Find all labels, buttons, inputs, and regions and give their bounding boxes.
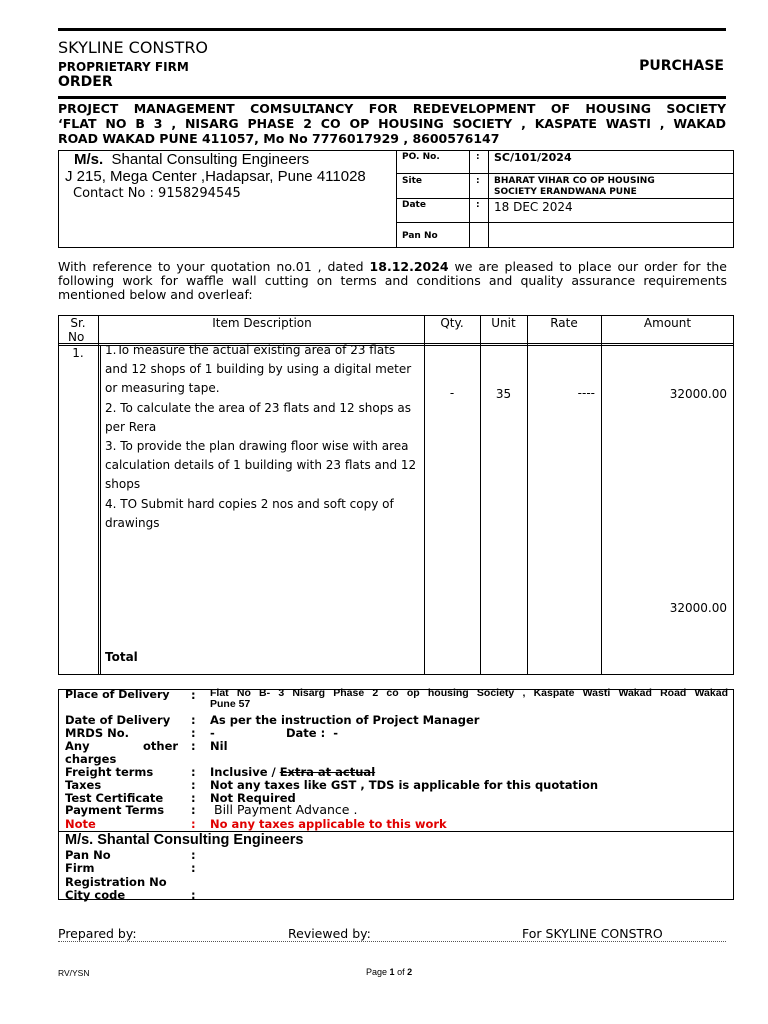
doc-title-purchase: PURCHASE xyxy=(639,58,724,74)
footer-page-number: Page 1 of 2 xyxy=(366,967,413,977)
po-no-value: SC/101/2024 xyxy=(494,151,572,164)
po-row-line-1 xyxy=(396,173,734,174)
vendor-name: M/s. Shantal Consulting Engineers xyxy=(74,151,310,168)
colon: : xyxy=(191,848,196,862)
vendor-block-colons xyxy=(191,849,196,902)
colon: : xyxy=(191,861,196,876)
colon: : xyxy=(191,778,196,792)
value-taxes: Not any taxes like GST , TDS is applicable for this quotation xyxy=(210,778,599,792)
firm-type: PROPRIETARY FIRM xyxy=(58,60,189,74)
colon: : xyxy=(191,817,196,831)
label-test-certificate: Test Certificate xyxy=(65,791,164,805)
reviewed-by: Reviewed by: xyxy=(288,926,371,941)
header-rule xyxy=(58,96,726,99)
row-description xyxy=(105,341,420,533)
company-name: SKYLINE CONSTRO xyxy=(58,38,209,57)
th-description: Item Description xyxy=(212,316,312,330)
for-company: For SKYLINE CONSTRO xyxy=(522,926,663,941)
doc-title-order: ORDER xyxy=(58,74,113,90)
row-amount: 32000.00 xyxy=(669,387,727,401)
desc-line: shops xyxy=(105,477,141,492)
row-sr: 1. xyxy=(72,346,84,360)
po-colon-1: : xyxy=(476,152,480,162)
po-col-line-1 xyxy=(469,150,470,248)
colon: : xyxy=(191,726,196,740)
desc-line: 4. TO Submit hard copies 2 nos and soft copy of xyxy=(105,496,394,511)
label-charges: charges xyxy=(65,752,117,766)
site-value: BHARAT VIHAR CO OP HOUSING SOCIETY ERANDWANA PUNE xyxy=(494,176,655,197)
project-line-1: PROJECT MANAGEMENT COMSULTANCY FOR REDEVELOPMENT OF HOUSING SOCIETY ‘FLAT NO B 3 , NISARG PHASE 2 CO OP HOUSING SOCIETY , KASPATE WASTI , WAKAD ROAD WAKAD PUNE 411057, Mo No 7776017929 , 8600576147 xyxy=(58,101,726,146)
po-no-label: PO. No. xyxy=(402,152,440,162)
value-freight: Inclusive / Extra at actual xyxy=(210,765,376,779)
date-label: Date xyxy=(402,200,426,210)
label-taxes: Taxes xyxy=(65,778,102,792)
th-rate: Rate xyxy=(550,316,578,330)
items-col-4 xyxy=(527,315,528,675)
colon: : xyxy=(191,739,196,753)
value-test-certificate: Not Required xyxy=(210,791,296,805)
po-row-line-2 xyxy=(396,198,734,199)
top-rule xyxy=(58,28,726,31)
site-label: Site xyxy=(402,176,422,186)
th-sr: Sr. No xyxy=(68,316,86,344)
colon: : xyxy=(191,887,196,902)
desc-line: 1.To measure the actual existing area of 23 flats xyxy=(105,343,396,357)
items-col-1b xyxy=(100,345,101,675)
row-rate: ---- xyxy=(577,386,595,400)
prepared-by: Prepared by: xyxy=(58,926,137,941)
label-other-charges: Any other xyxy=(65,739,179,753)
pan-label: Pan No xyxy=(402,231,438,241)
po-colon-2: : xyxy=(476,176,480,186)
items-col-3 xyxy=(480,315,481,675)
items-col-2 xyxy=(424,315,425,675)
value-payment-terms: Bill Payment Advance . xyxy=(214,802,358,817)
value-mrds: - xyxy=(210,726,215,740)
vendor-po-divider xyxy=(396,150,397,248)
colon: : xyxy=(191,688,196,702)
label-date-of-delivery: Date of Delivery xyxy=(65,713,171,727)
mrds-date: Date : - xyxy=(286,726,339,740)
desc-line: or measuring tape. xyxy=(105,381,220,396)
intro-paragraph: With reference to your quotation no.01 , dated 18.12.2024 we are pleased to place our order for the following work for waffle wall cutting on terms and conditions and quality assurance requirements mentioned below and overleaf: xyxy=(58,259,727,302)
value-note: No any taxes applicable to this work xyxy=(210,817,447,831)
row-unit: 35 xyxy=(495,387,512,401)
po-col-line-2 xyxy=(488,150,489,248)
total-label: Total xyxy=(105,650,138,664)
label-freight: Freight terms xyxy=(65,765,154,779)
footer-ref: RV/YSN xyxy=(58,968,90,978)
date-value: 18 DEC 2024 xyxy=(494,200,573,214)
th-unit: Unit xyxy=(491,316,516,330)
po-colon-3: : xyxy=(476,200,480,210)
vendor-firm-label: Firm xyxy=(65,861,95,876)
th-amount: Amount xyxy=(643,316,692,330)
desc-line: and 12 shops of 1 building by using a digital meter xyxy=(105,362,412,377)
label-mrds: MRDS No. xyxy=(65,726,130,740)
value-date-of-delivery: As per the instruction of Project Manager xyxy=(210,713,480,727)
signature-rule xyxy=(58,941,726,942)
th-qty: Qty. xyxy=(440,316,464,330)
colon: : xyxy=(191,765,196,779)
vendor-block-name: M/s. Shantal Consulting Engineers xyxy=(65,832,304,848)
vendor-pan-label: Pan No xyxy=(65,848,111,862)
label-note: Note xyxy=(65,817,96,831)
vendor-address: J 215, Mega Center ,Hadapsar, Pune 411028 xyxy=(65,168,366,185)
vendor-block-labels xyxy=(65,849,167,902)
desc-line: 2. To calculate the area of 23 flats and 12 shops as xyxy=(105,400,411,415)
desc-line: calculation details of 1 building with 23 flats and 12 xyxy=(105,458,417,473)
vendor-registration-label: Registration No xyxy=(65,874,167,889)
desc-line: per Rera xyxy=(105,419,157,434)
items-col-5 xyxy=(601,315,602,675)
colon: : xyxy=(191,713,196,727)
desc-line: drawings xyxy=(105,515,160,530)
value-other-charges: Nil xyxy=(210,739,228,753)
vendor-city-label: City code xyxy=(65,887,126,902)
colon: : xyxy=(191,791,196,805)
label-place-of-delivery: Place of Delivery xyxy=(65,688,170,701)
label-payment-terms: Payment Terms xyxy=(65,803,165,817)
vendor-contact: Contact No : 9158294545 xyxy=(73,186,241,201)
colon: : xyxy=(191,803,196,817)
items-col-1 xyxy=(98,315,99,675)
subtotal-amount: 32000.00 xyxy=(669,601,727,615)
value-place-of-delivery: Flat No B- 3 Nisarg Phase 2 co op housing Society , Kaspate Wasti Wakad Road Wakad Pune 57 xyxy=(210,687,728,710)
po-row-line-3 xyxy=(396,222,734,223)
desc-line: 3. To provide the plan drawing floor wise with area xyxy=(105,439,409,454)
row-qty: - xyxy=(449,386,455,400)
